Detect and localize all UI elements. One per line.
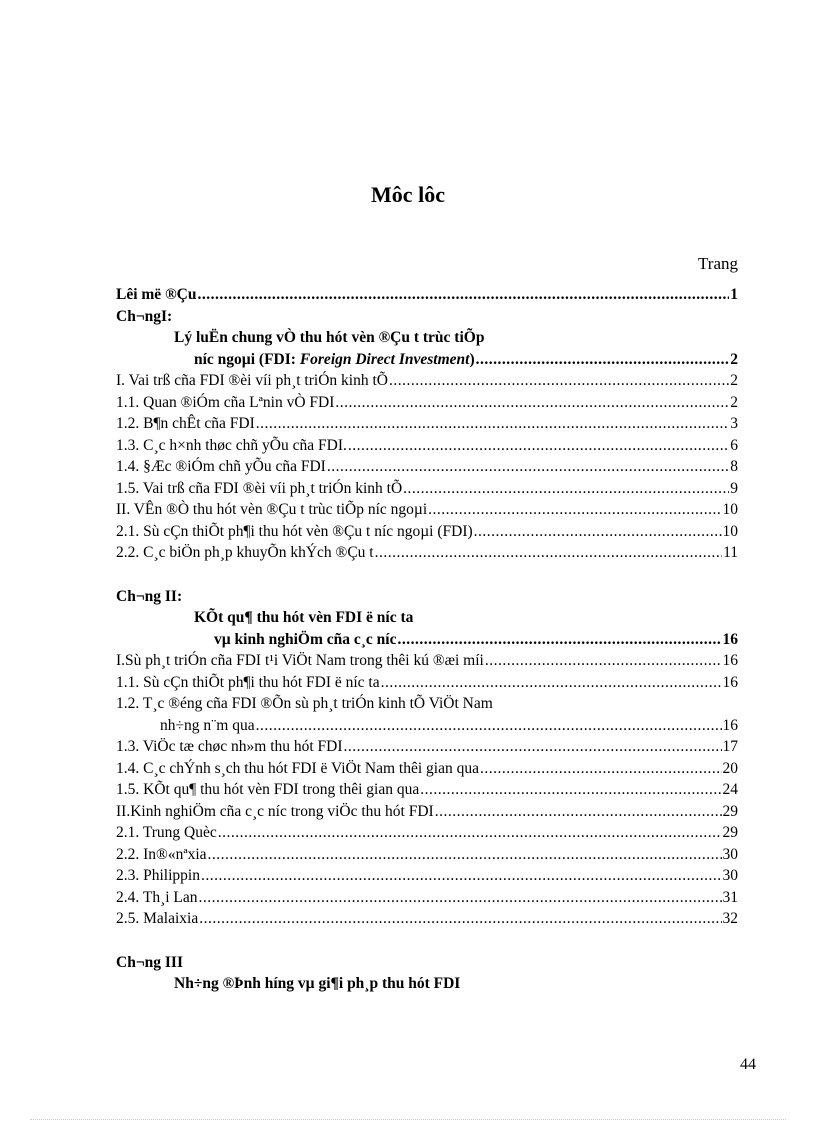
toc-dot-leader <box>397 631 721 649</box>
toc-dot-leader <box>344 738 722 756</box>
toc-page-number: 32 <box>722 910 738 927</box>
toc-page-number: 16 <box>722 716 738 734</box>
toc-dot-leader <box>199 889 722 907</box>
toc-entry[interactable] <box>116 867 738 889</box>
toc-entry-text: 1.4. §Æc ®iÓm chñ yÕu cña FDI <box>116 458 326 475</box>
toc-entry-text: 2.4. Th¸i Lan <box>116 888 198 906</box>
toc-entry-text: 2.5. Malaixia <box>116 910 199 927</box>
toc-page-number: 1 <box>730 286 738 303</box>
toc-gap <box>116 932 738 954</box>
toc-page-number: 16 <box>722 673 738 691</box>
toc-entry-title <box>116 781 419 799</box>
toc-page-number: 9 <box>730 479 738 497</box>
toc-dot-leader <box>335 394 729 412</box>
toc-dot-leader <box>375 544 722 562</box>
toc-entry-title <box>214 631 396 649</box>
toc-dot-leader <box>381 674 722 692</box>
toc-entry-text: 1.5. Vai trß cña FDI ®èi víi ph¸t triÓn kinh tÕ <box>116 479 403 497</box>
toc-entry-text: I. Vai trß cña FDI ®èi víi ph¸t triÓn kinh tÕ <box>116 372 388 389</box>
toc-entry[interactable] <box>116 781 738 803</box>
toc-entry-title <box>194 609 413 627</box>
toc-entry-title <box>116 738 343 756</box>
toc-page-number: 20 <box>722 759 738 777</box>
toc-entry[interactable] <box>116 803 738 825</box>
toc-entry-title <box>160 717 255 735</box>
toc-entry-title <box>116 695 493 713</box>
toc-entry[interactable] <box>116 372 738 394</box>
toc-entry-text: 1.3. ViÖc tæ chøc nh»m thu hót FDI <box>116 738 343 755</box>
toc-entry[interactable] <box>116 631 738 653</box>
toc-entry[interactable] <box>116 394 738 416</box>
toc-gap <box>116 566 738 588</box>
toc-entry[interactable] <box>116 738 738 760</box>
toc-entry-title <box>116 523 473 541</box>
toc-page-number: 24 <box>722 781 738 798</box>
toc-page-number: 2 <box>730 372 738 389</box>
table-of-contents <box>116 286 738 997</box>
toc-entry-text: 1.1. Sù cÇn thiÕt ph¶i thu hót FDI ë níc ta <box>116 673 380 691</box>
toc-entry[interactable] <box>116 480 738 502</box>
toc-entry[interactable] <box>116 609 738 631</box>
toc-page-number: 17 <box>722 738 738 755</box>
toc-entry-title <box>116 544 374 562</box>
toc-entry-title <box>116 415 255 433</box>
toc-entry-title <box>116 372 388 390</box>
toc-page-number: 29 <box>722 802 738 820</box>
toc-entry-title <box>116 286 196 304</box>
toc-entry-text: 1.4. C¸c chÝnh s¸ch thu hót FDI ë ViÖt Nam thêi gian qua <box>116 759 479 777</box>
toc-entry[interactable] <box>116 544 738 566</box>
toc-page-number: 29 <box>722 824 738 841</box>
toc-entry[interactable] <box>116 329 738 351</box>
toc-entry-text: 2.3. Philippin <box>116 867 200 884</box>
page-title: Môc lôc <box>371 182 445 207</box>
toc-entry-title <box>116 501 427 519</box>
toc-entry-title <box>116 308 172 326</box>
toc-dot-leader <box>476 351 730 369</box>
toc-entry-text: Nh÷ng ®Þnh híng vµ gi¶i ph¸p thu hót FDI <box>174 975 461 992</box>
toc-entry-text: II. VÊn ®Ò thu hót vèn ®Çu t trùc tiÕp níc ngoµi <box>116 501 428 518</box>
toc-entry-title <box>116 910 198 928</box>
toc-entry-text: 2.2. In®«nªxia <box>116 845 207 863</box>
toc-entry[interactable] <box>116 501 738 523</box>
toc-entry[interactable] <box>116 695 738 717</box>
toc-entry-title <box>116 846 207 864</box>
toc-entry-title <box>116 674 380 692</box>
page-bottom-divider <box>30 1119 786 1120</box>
toc-entry-italic-text: Foreign Direct Investment <box>299 350 470 368</box>
toc-entry-title <box>174 975 460 993</box>
toc-entry-title <box>116 824 217 842</box>
toc-page-number: 2 <box>730 350 738 368</box>
toc-entry[interactable] <box>116 717 738 739</box>
toc-entry-title <box>116 867 200 885</box>
toc-page-number: 3 <box>730 415 738 432</box>
toc-entry-text: KÕt qu¶ thu hót vèn FDI ë níc ta <box>194 609 414 626</box>
toc-entry[interactable] <box>116 458 738 480</box>
toc-dot-leader <box>197 286 729 304</box>
toc-dot-leader <box>201 867 722 885</box>
toc-entry-text: nh÷ng n¨m qua <box>160 716 255 734</box>
toc-entry-text: Lêi më ®Çu <box>116 286 197 303</box>
toc-entry-text: 1.1. Quan ®iÓm cña Lªnin vÒ FDI <box>116 393 335 411</box>
toc-entry-text: Ch¬ngI: <box>116 307 173 325</box>
toc-entry-title <box>194 351 475 369</box>
toc-dot-leader <box>485 652 722 670</box>
toc-entry-text: níc ngoµi (FDI: <box>194 350 300 368</box>
toc-dot-leader <box>208 846 722 864</box>
toc-dot-leader <box>403 480 729 498</box>
toc-entry-text: 1.2. T¸c ®éng cña FDI ®Õn sù ph¸t triÓn kinh tÕ ViÖt Nam <box>116 695 493 712</box>
toc-page-number: 10 <box>722 522 738 540</box>
toc-page-number: 11 <box>723 544 738 561</box>
toc-entry-title <box>116 652 484 670</box>
toc-entry-title <box>174 329 484 347</box>
toc-dot-leader <box>327 458 729 476</box>
toc-entry-text: II.Kinh nghiÖm cña c¸c níc trong viÖc thu hót FDI <box>116 802 434 820</box>
toc-entry[interactable] <box>116 889 738 911</box>
toc-dot-leader <box>480 760 722 778</box>
toc-dot-leader <box>428 501 721 519</box>
toc-page-number: 30 <box>722 867 738 884</box>
toc-dot-leader <box>199 910 721 928</box>
toc-entry[interactable] <box>116 910 738 932</box>
toc-entry-text: 1.5. KÕt qu¶ thu hót vèn FDI trong thêi gian qua <box>116 781 420 798</box>
toc-entry-title <box>116 954 183 972</box>
toc-entry[interactable] <box>116 674 738 696</box>
toc-entry-title <box>116 480 402 498</box>
toc-entry-title <box>116 458 326 476</box>
toc-dot-leader <box>420 781 721 799</box>
toc-entry[interactable] <box>116 652 738 674</box>
toc-page-number: 2 <box>730 393 738 411</box>
toc-entry[interactable] <box>116 846 738 868</box>
toc-entry-text: Ch¬ng II: <box>116 587 183 605</box>
toc-page-number: 31 <box>722 888 738 906</box>
toc-entry[interactable] <box>116 588 738 610</box>
toc-entry-text: vµ kinh nghiÖm cña c¸c níc <box>214 630 397 648</box>
toc-dot-leader <box>474 523 722 541</box>
toc-entry-title <box>116 588 182 606</box>
toc-entry-text: Lý luËn chung vÒ thu hót vèn ®Çu t trùc tiÕp <box>174 329 485 346</box>
page-number: 44 <box>740 1056 756 1073</box>
toc-entry[interactable] <box>116 308 738 330</box>
toc-page-number: 16 <box>722 630 738 648</box>
toc-page-number: 6 <box>730 436 738 454</box>
toc-entry[interactable] <box>116 523 738 545</box>
toc-entry-text: Ch¬ng III <box>116 953 183 971</box>
toc-entry[interactable] <box>116 351 738 373</box>
toc-entry-text: I.Sù ph¸t triÓn cña FDI t¹i ViÖt Nam trong thêi kú ®æi míi <box>116 652 484 669</box>
toc-entry[interactable] <box>116 286 738 308</box>
toc-entry[interactable] <box>116 975 738 997</box>
toc-entry-title <box>116 889 198 907</box>
toc-page-number: 30 <box>722 845 738 863</box>
toc-entry-text: 2.1. Trung Quèc <box>116 824 217 841</box>
toc-entry-text: 1.3. C¸c h×nh thøc chñ yÕu cña FDI. <box>116 436 347 454</box>
toc-entry-text: 2.2. C¸c biÖn ph¸p khuyÕn khÝch ®Çu t <box>116 544 374 561</box>
toc-entry[interactable] <box>116 760 738 782</box>
toc-dot-leader <box>256 717 722 735</box>
toc-dot-leader <box>256 415 729 433</box>
toc-entry-title <box>116 760 479 778</box>
toc-entry[interactable] <box>116 824 738 846</box>
toc-dot-leader <box>348 437 729 455</box>
toc-entry[interactable] <box>116 415 738 437</box>
page-column-header: Trang <box>698 254 738 273</box>
toc-entry[interactable] <box>116 954 738 976</box>
toc-entry[interactable] <box>116 437 738 459</box>
toc-dot-leader <box>435 803 722 821</box>
toc-entry-text: 2.1. Sù cÇn thiÕt ph¶i thu hót vèn ®Çu t níc ngoµi (FDI) <box>116 522 473 540</box>
toc-entry-title <box>116 394 334 412</box>
toc-dot-leader <box>218 824 722 842</box>
toc-entry-text: 1.2. B¶n chÊt cña FDI <box>116 415 255 432</box>
toc-page-number: 16 <box>722 652 738 669</box>
toc-dot-leader <box>389 372 729 390</box>
toc-page-number: 8 <box>730 458 738 475</box>
toc-entry-title <box>116 437 347 455</box>
toc-page-number: 10 <box>722 501 738 518</box>
toc-entry-title <box>116 803 434 821</box>
toc-entry-tail-text: ) <box>469 350 475 368</box>
